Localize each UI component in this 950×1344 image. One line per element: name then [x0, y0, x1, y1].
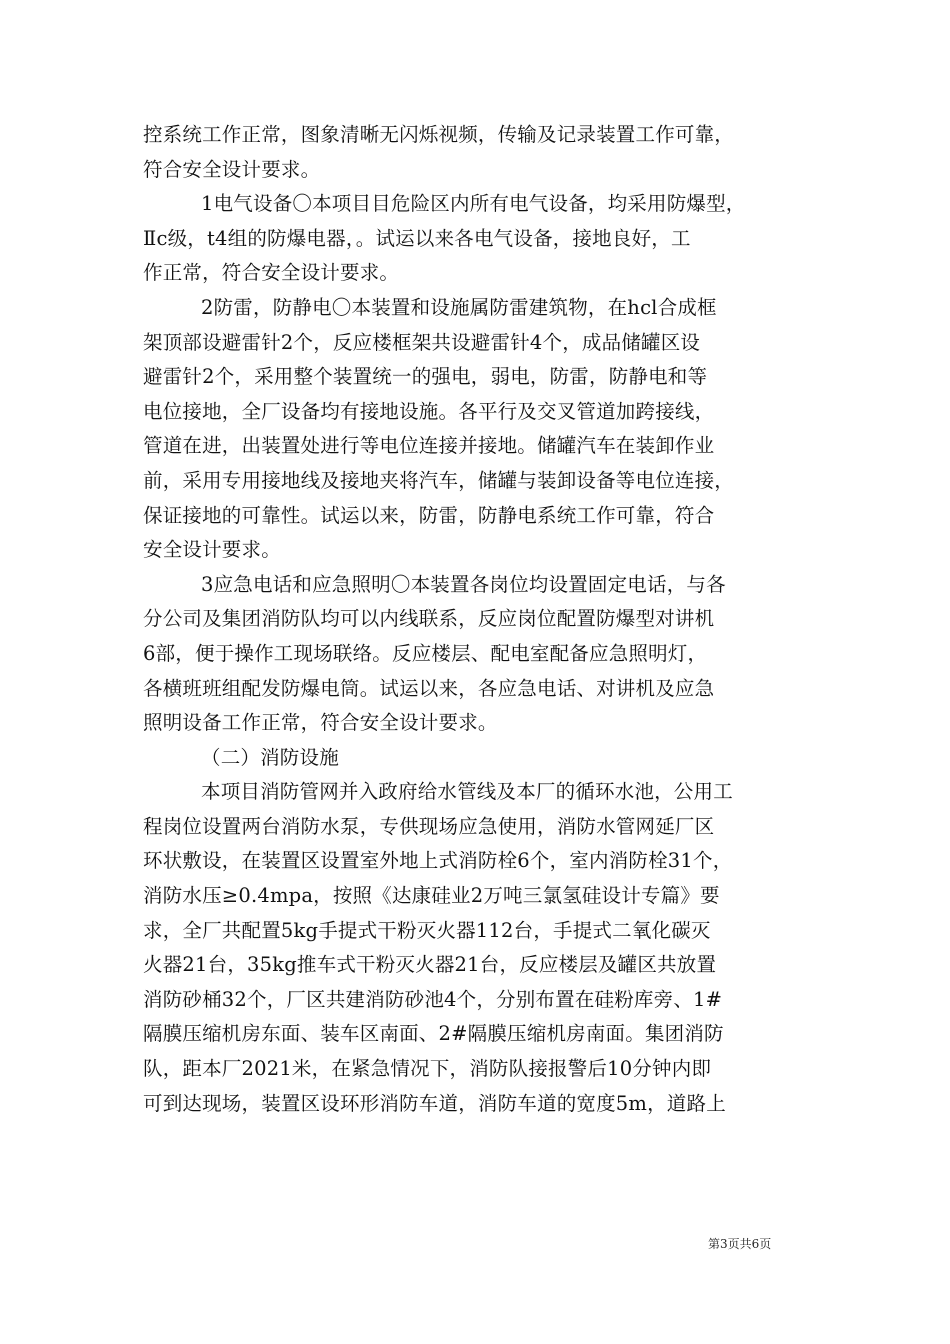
- page-number: 第3页共6页: [708, 1237, 772, 1251]
- text-line: 3应急电话和应急照明〇本装置各岗位均设置固定电话，与各: [201, 572, 726, 596]
- text-line: 求，全厂共配置5kg手提式干粉灭火器112台，手提式二氧化碳灭: [143, 918, 711, 942]
- text-line: 环状敷设，在装置区设置室外地上式消防栓6个，室内消防栓31个，: [143, 849, 733, 873]
- text-line: 电位接地，全厂设备均有接地设施。各平行及交叉管道加跨接线，: [143, 399, 715, 423]
- text-line: 2防雷，防静电〇本装置和设施属防雷建筑物，在hcl合成框: [201, 295, 717, 319]
- text-line: 可到达现场，装置区设环形消防车道，消防车道的宽度5m，道路上: [143, 1091, 726, 1115]
- text-line: 前，采用专用接地线及接地夹将汽车，储罐与装卸设备等电位连接，: [143, 468, 735, 492]
- text-line: 消防砂桶32个，厂区共建消防砂池4个，分别布置在硅粉库旁、1#: [143, 987, 723, 1011]
- text-line: 1电气设备〇本项目目危险区内所有电气设备，均采用防爆型，: [201, 192, 746, 216]
- text-line: 分公司及集团消防队均可以内线联系，反应岗位配置防爆型对讲机: [143, 607, 715, 631]
- text-line: 避雷针2个，采用整个装置统一的强电，弱电，防雷，防静电和等: [143, 365, 708, 389]
- text-line: 安全设计要求。: [143, 538, 281, 562]
- text-line: 照明设备工作正常，符合安全设计要求。: [143, 711, 498, 735]
- text-line: 控系统工作正常，图象清晰无闪烁视频，传输及记录装置工作可靠，: [143, 123, 735, 146]
- text-line: 符合安全设计要求。: [143, 157, 321, 181]
- text-line: 隔膜压缩机房东面、装车区南面、2#隔膜压缩机房南面。集团消防: [143, 1022, 724, 1046]
- text-line: 各横班班组配发防爆电筒。试运以来，各应急电话、对讲机及应急: [143, 676, 715, 700]
- text-line: 架顶部设避雷针2个，反应楼框架共设避雷针4个，成品储罐区设: [143, 330, 701, 354]
- text-line: 程岗位设置两台消防水泵，专供现场应急使用，消防水管网延厂区: [143, 814, 715, 838]
- text-line: 作正常，符合安全设计要求。: [143, 261, 400, 285]
- text-line: 保证接地的可靠性。试运以来，防雷，防静电系统工作可靠，符合: [143, 503, 715, 527]
- section-heading: （二）消防设施: [201, 745, 339, 769]
- text-line: Ⅱc级，t4组的防爆电器，。试运以来各电气设备，接地良好，工: [143, 226, 691, 250]
- text-line: 管道在进，出装置处进行等电位连接并接地。储罐汽车在装卸作业: [143, 434, 715, 458]
- text-line: 6部，便于操作工现场联络。反应楼层、配电室配备应急照明灯，: [143, 641, 708, 665]
- text-line: 队，距本厂2021米，在紧急情况下，消防队接报警后10分钟内即: [143, 1057, 712, 1081]
- document-body: [143, 118, 803, 1121]
- text-line: 消防水压≥0.4mpa，按照《达康硅业2万吨三氯氢硅设计专篇》要: [143, 884, 720, 908]
- text-line: 火器21台，35kg推车式干粉灭火器21台，反应楼层及罐区共放置: [143, 953, 717, 977]
- text-line: 本项目消防管网并入政府给水管线及本厂的循环水池，公用工: [201, 780, 733, 804]
